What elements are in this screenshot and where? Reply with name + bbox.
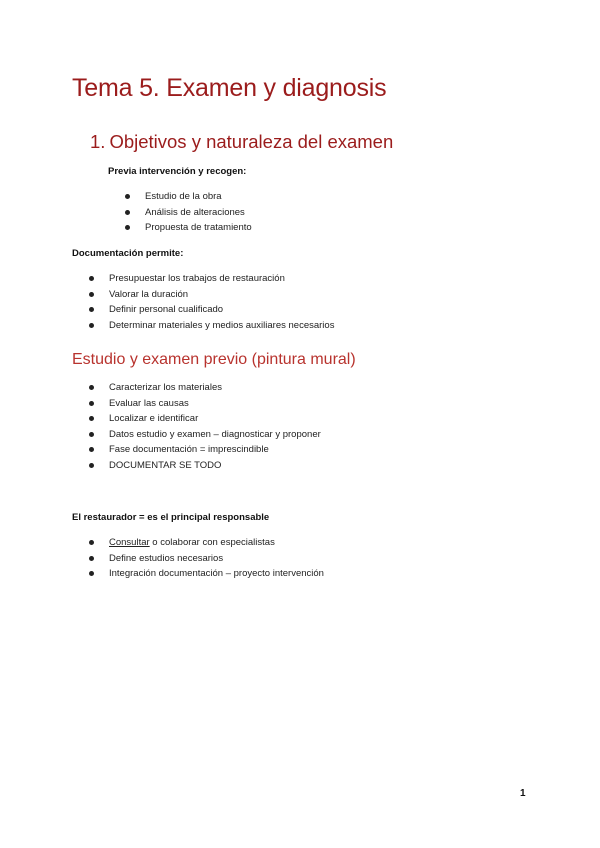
bullet-icon	[89, 276, 94, 281]
list-item: Propuesta de tratamiento	[145, 220, 252, 236]
document-title: Tema 5. Examen y diagnosis	[72, 74, 387, 102]
list-item: Definir personal cualificado	[109, 302, 334, 318]
list-item: Localizar e identificar	[109, 411, 321, 427]
intro-label: Previa intervención y recogen:	[108, 166, 247, 177]
bullet-icon	[125, 210, 130, 215]
bullet-icon	[89, 571, 94, 576]
bullet-icon	[89, 463, 94, 468]
list-item: Caracterizar los materiales	[109, 380, 321, 396]
section-title: Objetivos y naturaleza del examen	[109, 131, 394, 152]
section-heading-estudio: Estudio y examen previo (pintura mural)	[72, 351, 356, 368]
bullet-icon	[89, 447, 94, 452]
list-item: Análisis de alteraciones	[145, 205, 252, 221]
list-item: DOCUMENTAR SE TODO	[109, 458, 321, 474]
underlined-word: Consultar	[109, 537, 150, 548]
bullet-icon	[89, 385, 94, 390]
list-item: Consultar o colaborar con especialistas	[109, 535, 324, 551]
list-item: Estudio de la obra	[145, 189, 252, 205]
list-item: Datos estudio y examen – diagnosticar y proponer	[109, 427, 321, 443]
section-number: 1.	[90, 131, 106, 152]
documentacion-label: Documentación permite:	[72, 248, 184, 259]
bullet-icon	[89, 401, 94, 406]
restaurador-list	[109, 535, 324, 582]
bullet-icon	[125, 194, 130, 199]
intro-list	[145, 189, 252, 236]
bullet-icon	[89, 432, 94, 437]
list-item: Fase documentación = imprescindible	[109, 442, 321, 458]
bullet-icon	[89, 556, 94, 561]
bullet-icon	[89, 540, 94, 545]
list-item: Evaluar las causas	[109, 396, 321, 412]
documentacion-list	[109, 271, 334, 333]
bullet-icon	[125, 225, 130, 230]
bullet-icon	[89, 323, 94, 328]
page-number: 1	[520, 788, 526, 799]
bullet-icon	[89, 292, 94, 297]
estudio-list	[109, 380, 321, 473]
section-heading-objetivos	[90, 131, 393, 153]
bullet-icon	[89, 416, 94, 421]
bullet-icon	[89, 307, 94, 312]
list-item: Determinar materiales y medios auxiliares necesarios	[109, 318, 334, 334]
list-item: Integración documentación – proyecto intervención	[109, 566, 324, 582]
list-item: Define estudios necesarios	[109, 551, 324, 567]
list-item: Presupuestar los trabajos de restauración	[109, 271, 334, 287]
list-item: Valorar la duración	[109, 287, 334, 303]
restaurador-label: El restaurador = es el principal responsable	[72, 512, 270, 523]
